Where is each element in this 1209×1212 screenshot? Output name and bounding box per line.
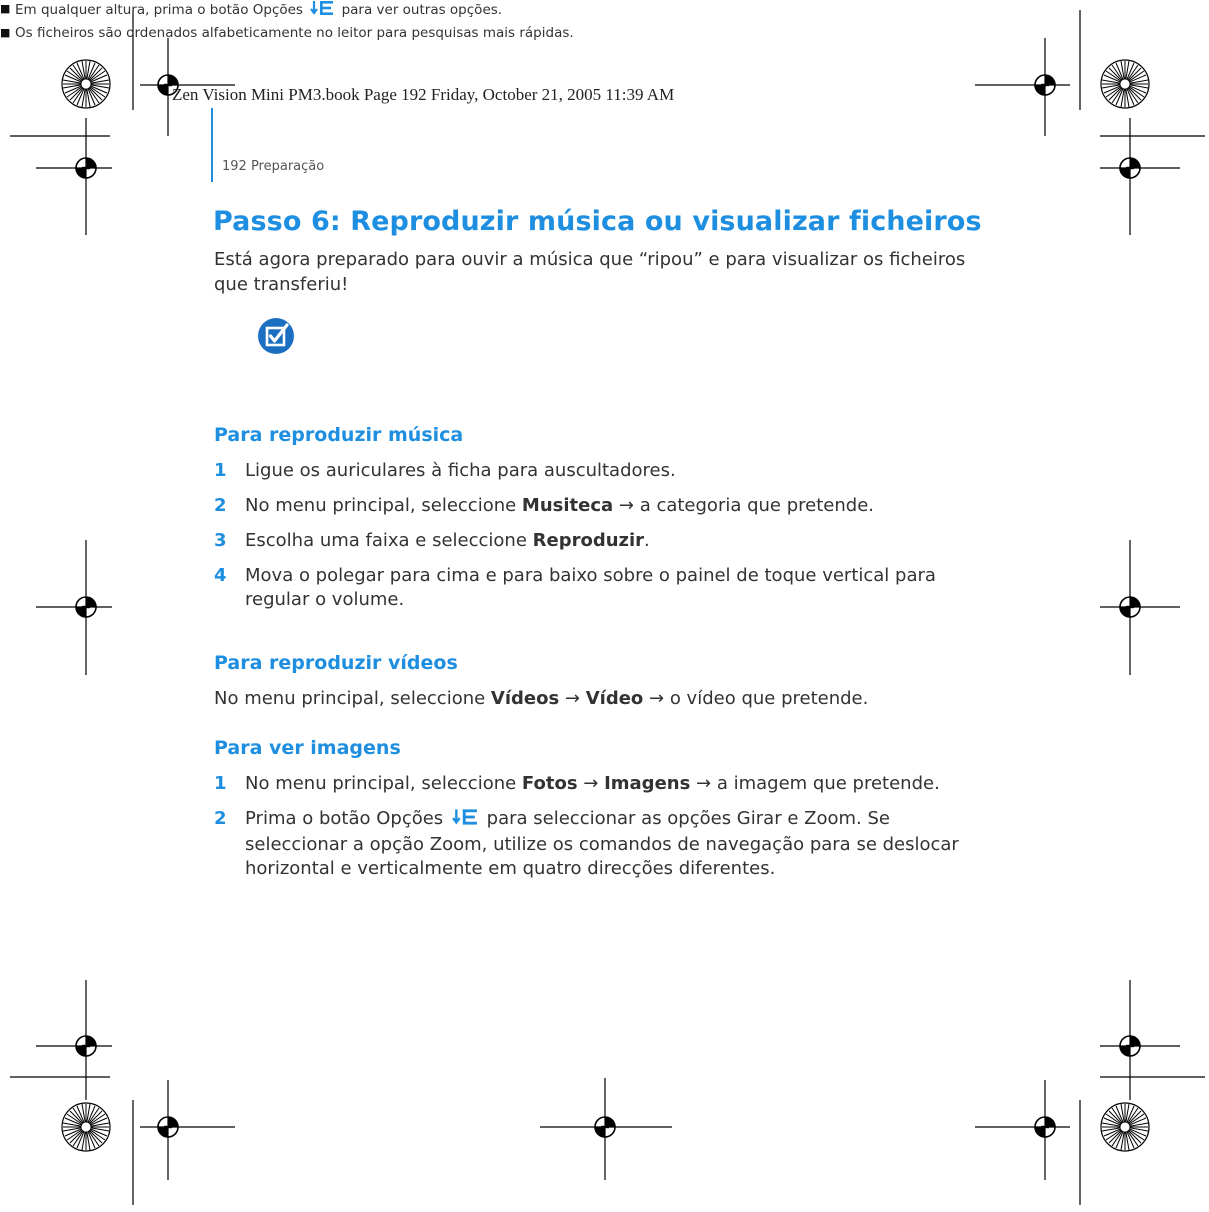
menu-term: Imagens (604, 773, 691, 794)
step-text: Escolha uma faixa e seleccione (245, 530, 533, 551)
note-text: para ver outras opções. (341, 2, 503, 18)
step-number: 2 (214, 808, 227, 829)
step-text: . (644, 530, 650, 551)
step-number: 1 (214, 460, 227, 481)
book-header: Zen Vision Mini PM3.book Page 192 Friday, October 21, 2005 11:39 AM (172, 85, 675, 104)
options-icon (310, 0, 334, 21)
list-item: 1 No menu principal, seleccione Fotos → Imagens → a imagem que pretende. (214, 773, 940, 794)
section-heading-images: Para ver imagens (214, 737, 401, 759)
running-head: 192 Preparação (222, 159, 325, 174)
step-text: No menu principal, seleccione (245, 495, 522, 516)
list-item (214, 807, 994, 881)
section-heading-music: Para reproduzir música (214, 424, 464, 446)
note-text: Os ficheiros são ordenados alfabeticamente no leitor para pesquisas mais rápidas. (15, 25, 574, 41)
menu-term: Reproduzir (532, 530, 645, 551)
note-item (0, 0, 680, 21)
music-steps (214, 459, 994, 623)
list-item (214, 529, 994, 553)
menu-term: Vídeo (585, 688, 644, 709)
section-heading-video: Para reproduzir vídeos (214, 652, 458, 674)
images-steps (214, 772, 994, 892)
page-title: Passo 6: Reproduzir música ou visualizar ficheiros (213, 206, 982, 237)
step-text: → a categoria que pretende. (613, 495, 874, 516)
note-text: Em qualquer altura, prima o botão Opções (15, 2, 303, 18)
intro-text: Está agora preparado para ouvir a música que “ripou” e para visualizar os ficheiros que transferiu! (214, 249, 966, 295)
list-item (214, 494, 994, 518)
step-text: Ligue os auriculares à ficha para auscultadores. (245, 460, 676, 481)
step-text: Prima o botão Opções (245, 808, 444, 829)
step-number: 4 (214, 565, 227, 586)
list-item (214, 564, 994, 612)
step-text: Mova o polegar para cima e para baixo sobre o painel de toque vertical para regular o volume. (245, 565, 936, 610)
menu-term: Fotos (521, 773, 578, 794)
side-rule (211, 108, 213, 182)
video-instruction: No menu principal, seleccione Vídeos → Vídeo → o vídeo que pretende. (214, 688, 869, 709)
menu-term: Musiteca (521, 495, 614, 516)
step-text: para seleccionar as opções Girar e Zoom. Se seleccionar a opção Zoom, utilize os comandos de navegação para se deslocar horizontal e verticalmente em quatro direcções diferentes. (245, 808, 959, 879)
checkbox-note-icon (258, 318, 294, 358)
menu-term: Vídeos (490, 688, 560, 709)
note-item (0, 24, 680, 42)
step-text: → a imagem que pretende. (690, 773, 940, 794)
options-icon (452, 808, 478, 833)
step-number: 2 (214, 495, 227, 516)
list-item (214, 459, 994, 483)
step-text: No menu principal, seleccione (245, 773, 522, 794)
step-number: 1 (214, 773, 227, 794)
step-number: 3 (214, 530, 227, 551)
